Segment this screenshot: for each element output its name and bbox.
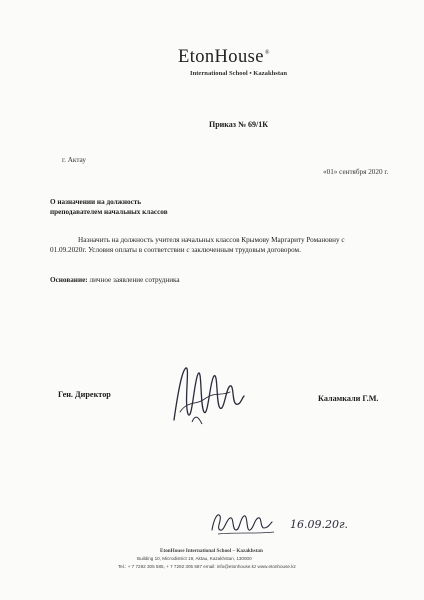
basis-label: Основание: [50, 276, 88, 284]
body-line-1: Назначить на должность учителя начальных классов Крымову Маргариту Романовну с [78, 236, 345, 244]
order-city: г. Актау [62, 156, 86, 164]
handwritten-acknowledgement [208, 508, 366, 538]
handwritten-date: 16.09.20г. [290, 518, 349, 531]
brand-subtitle: International School • Kazakhstan [190, 70, 288, 77]
footer-address: Building 10, Microdistrict 19, Aktau, Kazakhstan, 130000 [137, 556, 252, 561]
basis-line [50, 276, 180, 284]
basis-text: личное заявление сотрудника [87, 276, 180, 284]
footer-school-name: EtonHouse International School – Kazakhstan [160, 548, 263, 554]
director-title: Ген. Директор [58, 390, 111, 399]
subject-line-1: О назначении на должность [50, 198, 142, 206]
brand-logo [178, 47, 269, 68]
body-line-2: 01.09.2020г. Условия оплаты в соответствии с заключенным трудовым договором. [50, 246, 301, 254]
order-title: Приказ № 69/1К [209, 120, 269, 129]
director-signature [166, 362, 248, 428]
brand-name: EtonHouse [178, 47, 264, 67]
order-date: «01» сентября 2020 г. [323, 168, 389, 176]
subject-line-2: преподавателем начальных классов [50, 208, 168, 216]
director-name: Каламкали Г.М. [318, 394, 379, 403]
footer-contacts: Tel.: + 7 7292 305 585, + 7 7292 305 587 email: info@etonhouse.kz www.etonhouse.kz [118, 564, 296, 569]
registered-mark: ® [264, 50, 270, 56]
